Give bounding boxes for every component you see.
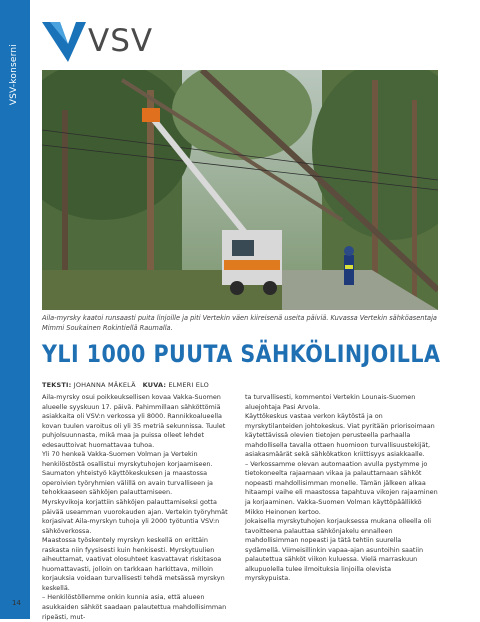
article-column-left xyxy=(42,393,235,622)
paragraph: Aila-myrsky osui poikkeuksellisen kovaa Vakka-Suomen alueelle syyskuun 17. päivä. Pahimmillaan sähköttömiä asiakkaita oli VSV:n verkossa yli 8000. Rannikkoalueella kovan tuulen varoitus oli yli 35 metriä sekunnissa. Tuulet puhjolsuunnasta, mikä maa ja puissa olleet lehdet edesauttoivat huomattavaa tuhoa. xyxy=(42,393,226,449)
power-line-tree-clearing-photo xyxy=(42,70,438,310)
sidebar-band xyxy=(0,0,30,619)
page-title: YLI 1000 PUUTA SÄHKÖLINJOILLA xyxy=(42,340,441,368)
photo-credit-label: KUVA: xyxy=(142,381,167,389)
paragraph: Jokaisella myrskytuhojen korjauksessa mukana olleella oli tavoitteena palauttaa sähkönjakelu ennalleen mahdollisimman nopeasti ja tätä tehtiin suurella sydämellä. Viimeisillinkin vapaa-ajan asuntoihin saatiin palautettua sähköt viikon kuluessa. Vielä marraskuun alkupuolella tulee ilmoituksia linjoilla olevista myrskypuista. xyxy=(245,517,432,583)
sidebar-label: VSV-konserni xyxy=(9,44,19,106)
text-credit-label: TEKSTI: xyxy=(42,381,72,389)
page-number: 14 xyxy=(12,599,21,607)
paragraph: – Henkilöstöllemme onkin kunnia asia, että alueen asukkaiden sähköt saadaan palautettua mahdollisimman ripeästi, mut- xyxy=(42,593,227,621)
text-credit-value: JOHANNA MÄKELÄ xyxy=(73,381,136,389)
photo-credit-value: ELMERI ELO xyxy=(168,381,209,389)
photo-caption: Aila-myrsky kaatoi runsaasti puita linjoille ja piti Vertekin väen kiireisenä useita päiviä. Kuvassa Vertekin sähköasentaja Mimmi Soukainen Rokintiellä Raumalla. xyxy=(42,314,437,332)
logo-text: VSV xyxy=(88,23,154,59)
paragraph: ta turvallisesti, kommentoi Vertekin Lounais-Suomen aluejohtaja Pasi Arvola. xyxy=(245,393,416,411)
article-column-right xyxy=(245,393,438,584)
paragraph: Käyttökeskus vastaa verkon käytöstä ja on myrskytilanteiden johtokeskus. Viat pyritään priorisoimaan käytettävissä olevien tietojen perusteella parhaalla mahdollisella tavalla ottaen huomioon turvallisuustekijät, asiakasmäärät sekä sähkökatkon kriittisyys asiakkaalle. xyxy=(245,412,435,459)
paragraph: Myrskyvikoja korjattiin sähköjen palauttamiseksi gotta päivää useamman vuorokauden ajan. Vertekin työryhmät korjasivat Aila-myrskyn tuhoja yli 2000 työtuntia VSV:n sähköverkossa. xyxy=(42,498,228,535)
paragraph: – Verkossamme olevan automaation avulla pystymme jo tietokoneelta rajaamaan vikaa ja palauttamaan sähköt nopeasti mahdollisimman monelle. Tämän jälkeen alkaa hitaampi vaihe eli maastossa tapahtuva vikojen rajaaminen ja korjaaminen. Vakka-Suomen Volman käyttöpäällikkö Mikko Heinonen kertoo. xyxy=(245,459,438,516)
paragraph: Maastossa työskentely myrskyn keskellä on erittäin raskasta niin fyysisesti kuin henkisesti. Myrskytuulien aiheuttamat, vaativat olosuhteet kasvattavat riskitasoa huomattavasti, jolloin on tarkkaan harkittava, milloin korjauksia voidaan turvallisesti tehdä metsässä myrskyn keskellä. xyxy=(42,536,225,592)
paragraph: Yli 70 henkeä Vakka-Suomen Volman ja Vertekin henkilöstöstä osallistui myrskytuhojen korjaamiseen. Saumaton yhteistyö käyttökeskuksen ja maastossa operoivien työryhmien välillä on avain turvalliseen ja tehokkaaseen sähköjen palauttamiseen. xyxy=(42,450,213,497)
article-credits xyxy=(42,381,209,389)
